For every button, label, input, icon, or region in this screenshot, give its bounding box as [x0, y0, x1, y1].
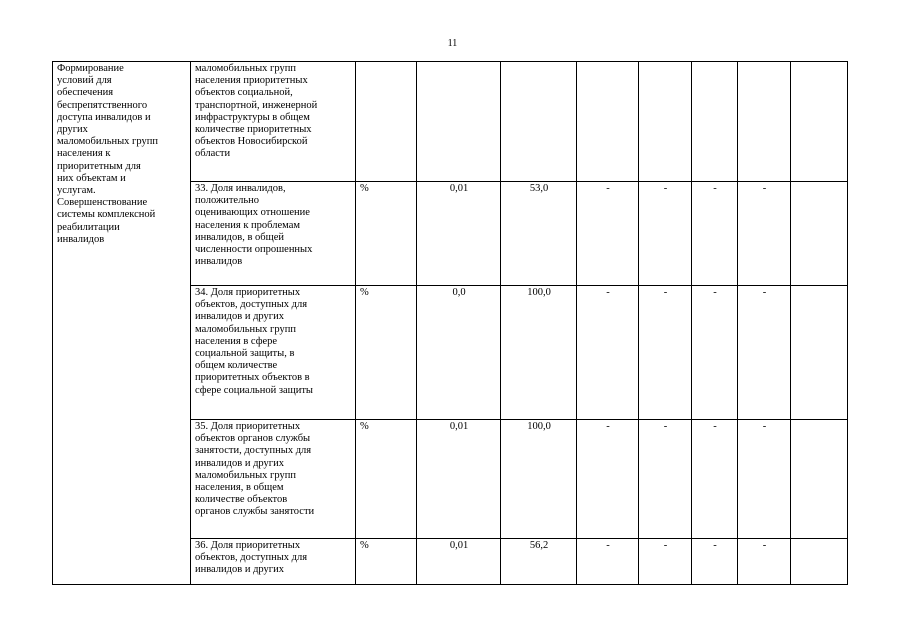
value-cell: -: [692, 420, 738, 539]
value-cell: -: [738, 539, 791, 585]
value-cell: -: [639, 420, 692, 539]
base-value-cell: [417, 62, 501, 182]
value-cell: 100,0: [501, 420, 577, 539]
unit-cell: %: [356, 539, 417, 585]
indicator-cell: [191, 539, 356, 585]
value-cell: [501, 62, 577, 182]
goal-cell: [53, 62, 191, 585]
extra-cell: [791, 182, 848, 286]
base-value-cell: 0,01: [417, 182, 501, 286]
value-cell: 100,0: [501, 286, 577, 420]
value-cell: -: [692, 182, 738, 286]
value-cell: -: [639, 539, 692, 585]
indicator-text: маломобильных групп населения приоритетных объектов социальной, транспортной, инженерной инфраструктуры в общем количестве приоритетных объектов Новосибирской области: [195, 63, 318, 160]
indicator-cell: [191, 182, 356, 286]
table-row: [53, 62, 848, 182]
page-number: 11: [447, 38, 458, 49]
value-cell: -: [738, 420, 791, 539]
value-cell: -: [577, 286, 639, 420]
goal-text: Формирование условий для обеспечения беспрепятственного доступа инвалидов и других маломобильных групп населения к приоритетным для них объектам и услугам. Совершенствование системы комплексной реабилитации инвалидов: [57, 63, 158, 245]
base-value-cell: 0,0: [417, 286, 501, 420]
value-cell: -: [692, 286, 738, 420]
indicator-text: 35. Доля приоритетных объектов органов службы занятости, доступных для инвалидов и других маломобильных групп населения, в общем количестве объектов органов службы занятости: [195, 421, 315, 518]
extra-cell: [791, 539, 848, 585]
value-cell: -: [639, 286, 692, 420]
base-value-cell: 0,01: [417, 539, 501, 585]
indicator-cell: [191, 62, 356, 182]
value-cell: 56,2: [501, 539, 577, 585]
indicator-cell: [191, 420, 356, 539]
indicator-cell: [191, 286, 356, 420]
value-cell: -: [738, 286, 791, 420]
value-cell: -: [692, 539, 738, 585]
value-cell: 53,0: [501, 182, 577, 286]
unit-cell: %: [356, 286, 417, 420]
extra-cell: [791, 420, 848, 539]
value-cell: [738, 62, 791, 182]
unit-cell: %: [356, 420, 417, 539]
unit-cell: %: [356, 182, 417, 286]
extra-cell: [791, 286, 848, 420]
value-cell: -: [577, 420, 639, 539]
value-cell: -: [738, 182, 791, 286]
value-cell: [577, 62, 639, 182]
base-value-cell: 0,01: [417, 420, 501, 539]
indicator-text: 34. Доля приоритетных объектов, доступных для инвалидов и других маломобильных групп населения в сфере социальной защиты, в общем количестве приоритетных объектов в сфере социальной защиты: [195, 287, 313, 396]
indicators-table: [52, 61, 848, 585]
value-cell: [639, 62, 692, 182]
indicator-text: 33. Доля инвалидов, положительно оценивающих отношение населения к проблемам инвалидов, в общей численности опрошенных инвалидов: [195, 183, 313, 268]
value-cell: -: [577, 539, 639, 585]
value-cell: -: [577, 182, 639, 286]
indicator-text: 36. Доля приоритетных объектов, доступных для инвалидов и других: [195, 540, 308, 576]
value-cell: [692, 62, 738, 182]
value-cell: -: [639, 182, 692, 286]
unit-cell: [356, 62, 417, 182]
extra-cell: [791, 62, 848, 182]
